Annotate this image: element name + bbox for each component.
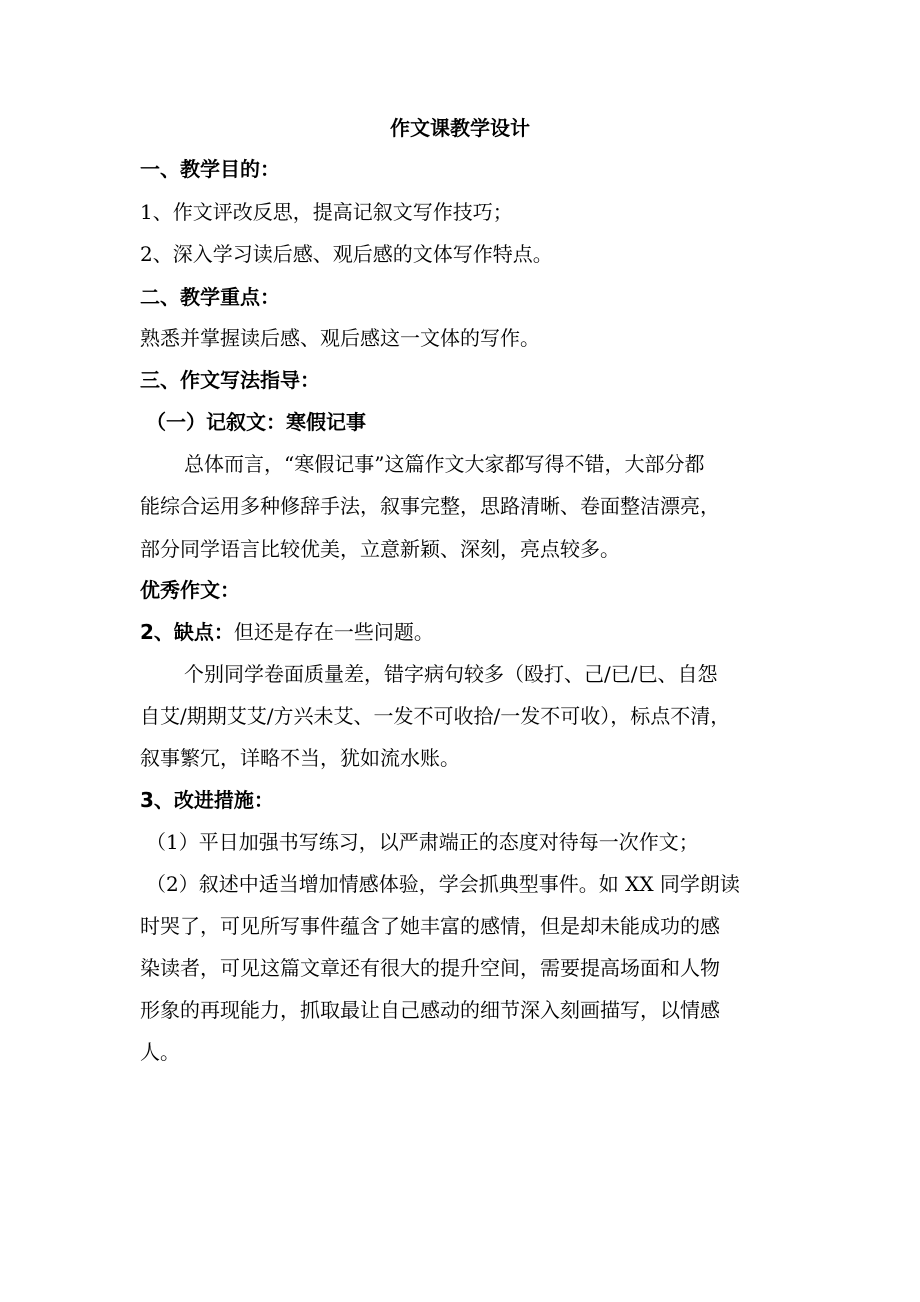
improvement-item-1: （1）平日加强书写练习，以严肃端正的态度对待每一次作文； <box>146 830 699 854</box>
summary-line-3: 部分同学语言比较优美，立意新颖、深刻，亮点较多。 <box>140 537 620 561</box>
improvement-item-2-line-4: 形象的再现能力，抓取最让自己感动的细节深入刻画描写，以情感 <box>140 998 720 1022</box>
section1-heading: 一、教学目的： <box>140 157 280 181</box>
improvement-item-2-line-2: 时哭了，可见所写事件蕴含了她丰富的感情，但是却未能成功的感 <box>140 914 720 938</box>
shortcomings-label: 2、缺点： <box>140 620 234 644</box>
summary-line-2: 能综合运用多种修辞手法，叙事完整，思路清晰、卷面整洁漂亮， <box>140 494 720 518</box>
section2-heading: 二、教学重点： <box>140 285 280 309</box>
summary-line-1: 总体而言，“寒假记事”这篇作文大家都写得不错，大部分都 <box>184 452 705 476</box>
section2-text: 熟悉并掌握读后感、观后感这一文体的写作。 <box>140 326 540 350</box>
improvements-label: 3、改进措施： <box>140 788 274 812</box>
excellent-essay-label: 优秀作文： <box>140 578 240 602</box>
shortcomings-text: 但还是存在一些问题。 <box>233 620 434 644</box>
section3-heading: 三、作文写法指导： <box>140 368 320 392</box>
improvement-item-2-line-5: 人。 <box>140 1040 180 1064</box>
shortcomings-detail-line-2: 自艾/期期艾艾/方兴未艾、一发不可收拾/一发不可收），标点不清， <box>140 704 731 728</box>
section1-item-1: 1、作文评改反思，提高记叙文写作技巧； <box>140 200 513 224</box>
shortcomings-line <box>140 620 434 644</box>
improvement-item-2-line-1: （2）叙述中适当增加情感体验，学会抓典型事件。如 XX 同学朗读 <box>146 872 740 896</box>
page-title: 作文课教学设计 <box>390 116 530 140</box>
section1-item-2: 2、深入学习读后感、观后感的文体写作特点。 <box>140 242 553 266</box>
improvement-item-2-line-3: 染读者，可见这篇文章还有很大的提升空间，需要提高场面和人物 <box>140 956 720 980</box>
shortcomings-detail-line-3: 叙事繁冗，详略不当，犹如流水账。 <box>140 746 460 770</box>
section3-subheading: （一）记叙文：寒假记事 <box>146 410 366 434</box>
shortcomings-detail-line-1: 个别同学卷面质量差，错字病句较多（殴打、己/已/巳、自怨 <box>184 662 718 686</box>
